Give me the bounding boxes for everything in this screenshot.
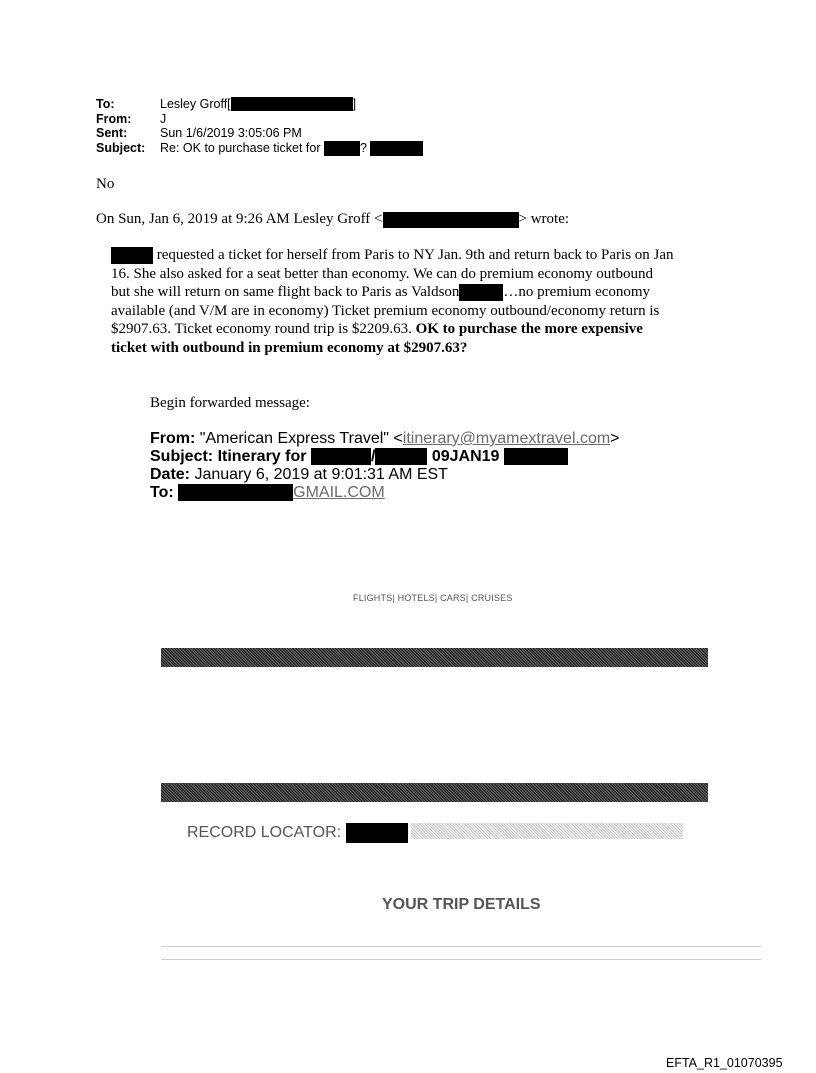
fwd-subject-label: Subject: Itinerary for: [150, 448, 307, 465]
sent-value: Sun 1/6/2019 3:05:06 PM: [160, 126, 302, 140]
subject-q: ?: [359, 140, 367, 155]
trip-details-heading: YOUR TRIP DETAILS: [382, 896, 541, 913]
message-text: requested a ticket for herself from Paris to NY Jan. 9th and return back to Paris on Jan: [153, 247, 674, 263]
message-text: $2907.63. Ticket economy round trip is $2209.63.: [111, 321, 416, 337]
to-label: To:: [96, 97, 115, 111]
record-locator: [187, 823, 408, 843]
fwd-from-email-link[interactable]: itinerary@myamextravel.com: [402, 430, 611, 447]
fwd-date-row: [150, 466, 620, 484]
record-locator-label: RECORD LOCATOR:: [187, 824, 342, 842]
quoted-message: [111, 246, 711, 357]
fwd-date-label: Date:: [150, 466, 191, 483]
header-banner-image: [161, 648, 708, 667]
fwd-from-row: [150, 430, 620, 448]
quote-intro: [96, 211, 569, 228]
fwd-to-label: To:: [150, 484, 174, 501]
subject-label: Subject:: [96, 140, 146, 155]
fwd-date-value: January 6, 2019 at 9:01:31 AM EST: [190, 466, 448, 483]
fwd-subject-date: 09JAN19: [431, 448, 500, 465]
redaction-box: [324, 141, 360, 156]
from-value: J: [160, 111, 167, 126]
message-line: [111, 246, 711, 265]
to-row: [96, 97, 423, 112]
message-line: [111, 283, 711, 302]
quote-intro-prefix: On Sun, Jan 6, 2019 at 9:26 AM Lesley Groff <: [96, 211, 383, 227]
from-row: [96, 112, 423, 127]
divider: [161, 946, 761, 947]
redaction-box: [504, 448, 568, 465]
forwarded-header: [150, 430, 620, 502]
redaction-box: [111, 247, 153, 264]
redaction-box: [178, 484, 293, 501]
footer-banner-image: [161, 783, 708, 802]
redaction-box: [231, 97, 353, 111]
message-text: but she will return on same flight back to Paris as Valdson: [111, 284, 460, 300]
message-line: available (and V/M are in economy) Ticket premium economy outbound/economy return is: [111, 302, 660, 319]
sent-row: [96, 126, 423, 141]
message-bold-text: OK to purchase the more expensive: [415, 321, 643, 337]
reply-text: No: [96, 176, 115, 192]
forwarded-intro: Begin forwarded message:: [150, 395, 310, 411]
redaction-box: [346, 823, 408, 843]
quote-intro-suffix: > wrote:: [518, 211, 570, 227]
message-line: [111, 339, 711, 358]
to-value: Lesley Groff[: [160, 97, 231, 111]
sent-label: Sent:: [96, 126, 128, 140]
message-text: …no premium economy: [503, 284, 651, 300]
fwd-from-value: "American Express Travel" <: [195, 430, 403, 447]
fwd-to-row: [150, 484, 620, 502]
record-locator-background: [411, 823, 683, 839]
from-label: From:: [96, 111, 132, 126]
document-id: EFTA_R1_01070395: [666, 1056, 783, 1070]
fwd-to-email-link[interactable]: GMAIL.COM: [293, 484, 385, 501]
fwd-from-label: From:: [150, 430, 196, 447]
email-header: [96, 97, 423, 156]
message-line: [111, 320, 711, 339]
travel-nav-links[interactable]: FLIGHTS| HOTELS| CARS| CRUISES: [353, 593, 513, 603]
fwd-subject-row: [150, 448, 620, 466]
redaction-box: [375, 448, 427, 465]
to-close: ]: [352, 97, 357, 111]
divider: [161, 959, 761, 960]
redaction-box: [383, 212, 519, 228]
fwd-from-value-end: >: [610, 430, 620, 447]
subject-row: [96, 141, 423, 156]
redaction-box: [370, 141, 423, 156]
message-bold-text: ticket with outbound in premium economy at $2907.63?: [111, 339, 468, 356]
message-line: 16. She also asked for a seat better than economy. We can do premium economy outbound: [111, 265, 653, 282]
fwd-subject-slash: /: [370, 448, 376, 465]
redaction-box: [311, 448, 371, 465]
subject-value: Re: OK to purchase ticket for: [160, 140, 321, 155]
redaction-box: [459, 284, 503, 301]
